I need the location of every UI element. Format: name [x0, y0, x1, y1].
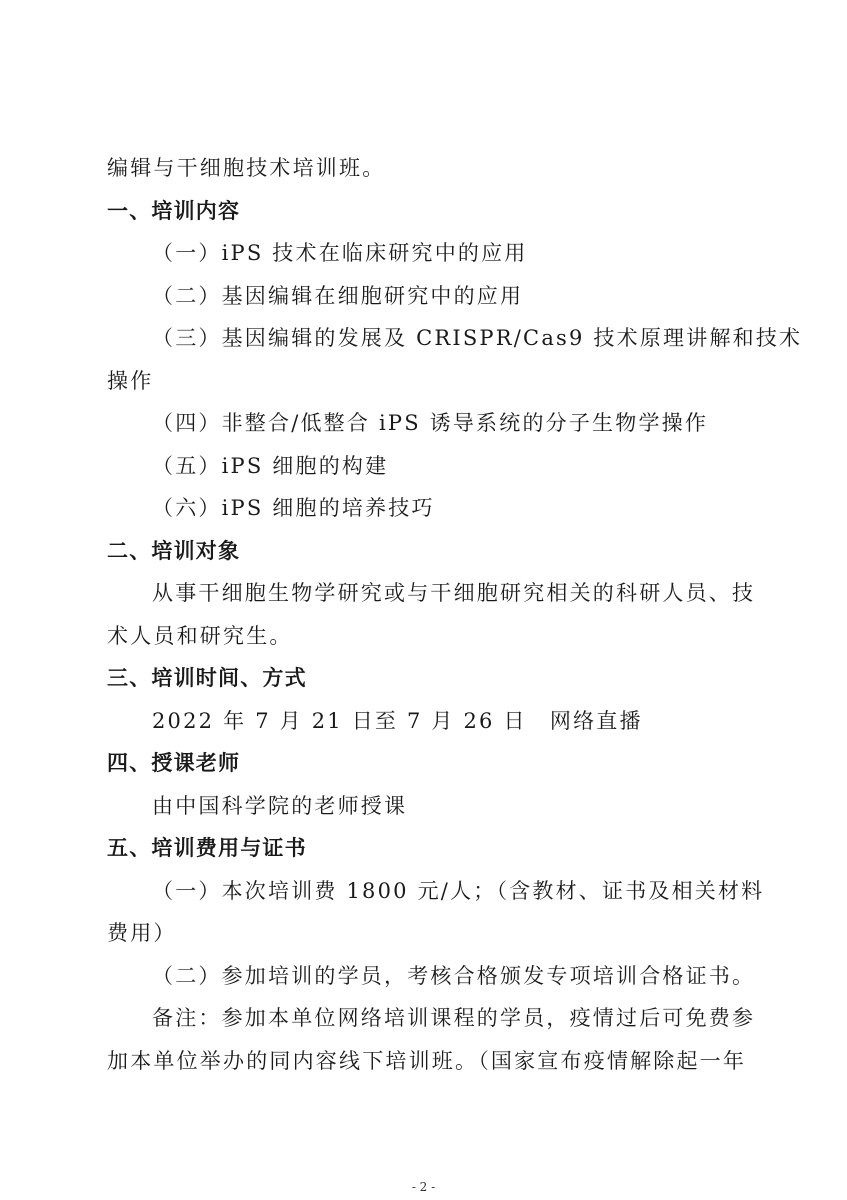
fee-item-1-continued: 费用） — [107, 921, 177, 945]
content-item-2: （二）基因编辑在细胞研究中的应用 — [152, 284, 524, 308]
section-heading-fees: 五、培训费用与证书 — [107, 836, 307, 860]
section-heading-time: 三、培训时间、方式 — [107, 666, 307, 690]
content-item-1: （一）iPS 技术在临床研究中的应用 — [152, 241, 528, 265]
time-text: 2022 年 7 月 21 日至 7 月 26 日 网络直播 — [152, 709, 643, 733]
note-text: 备注：参加本单位网络培训课程的学员，疫情过后可免费参 — [152, 1006, 756, 1030]
note-text-continued: 加本单位举办的同内容线下培训班。（国家宣布疫情解除起一年 — [107, 1049, 747, 1073]
page-number: - 2 - — [411, 1180, 436, 1194]
content-item-3: （三）基因编辑的发展及 CRISPR/Cas9 技术原理讲解和技术 — [152, 326, 803, 350]
section-heading-target: 二、培训对象 — [107, 539, 241, 563]
fee-item-1: （一）本次培训费 1800 元/人；（含教材、证书及相关材料 — [152, 879, 765, 903]
paragraph-line: 编辑与干细胞技术培训班。 — [107, 156, 386, 180]
content-item-3-continued: 操作 — [107, 369, 154, 393]
teacher-text: 由中国科学院的老师授课 — [152, 794, 408, 818]
section-heading-training-content: 一、培训内容 — [107, 199, 241, 223]
content-item-5: （五）iPS 细胞的构建 — [152, 454, 389, 478]
fee-item-2: （二）参加培训的学员，考核合格颁发专项培训合格证书。 — [152, 964, 756, 988]
section-heading-teacher: 四、授课老师 — [107, 751, 241, 775]
content-item-6: （六）iPS 细胞的培养技巧 — [152, 496, 435, 520]
target-text: 从事干细胞生物学研究或与干细胞研究相关的科研人员、技 — [152, 581, 756, 605]
content-item-4: （四）非整合/低整合 iPS 诱导系统的分子生物学操作 — [152, 411, 709, 435]
target-text-continued: 术人员和研究生。 — [107, 624, 293, 648]
